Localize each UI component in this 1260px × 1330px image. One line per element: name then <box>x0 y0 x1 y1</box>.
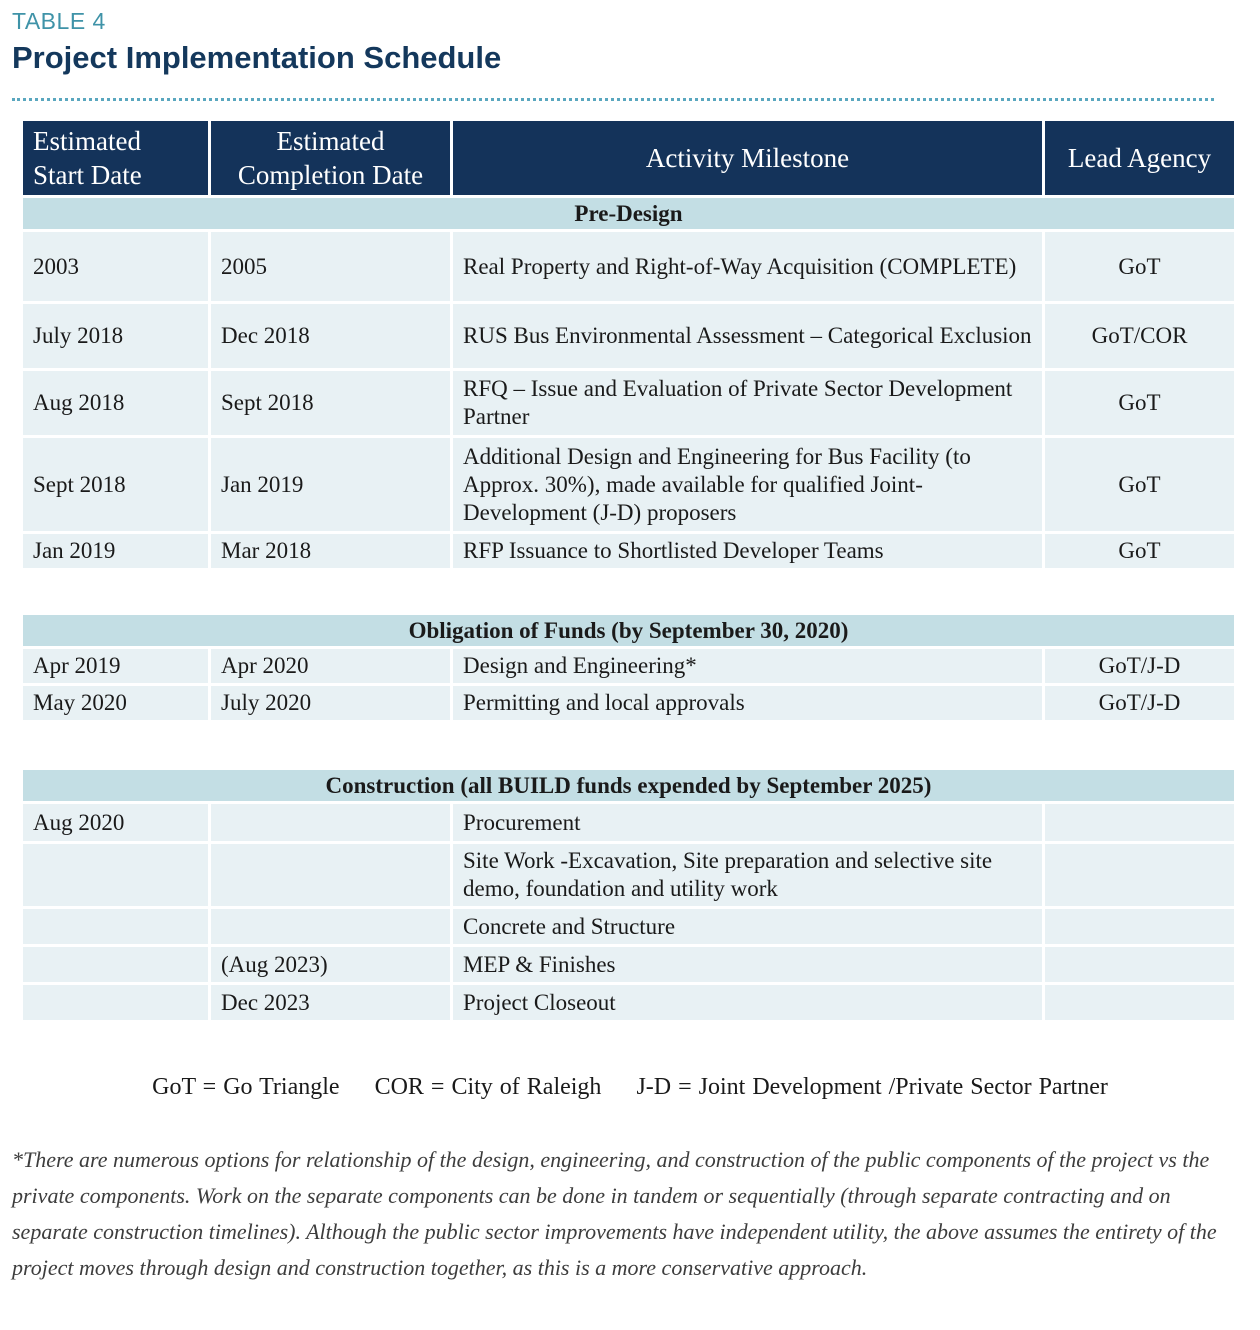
agency-cell: GoT <box>1044 370 1236 437</box>
agency-cell <box>1044 908 1236 946</box>
table-header-row <box>22 120 1236 197</box>
footnote: *There are numerous options for relationship of the design, engineering, and construction of the public components of the project vs the private components. Work on the separate components can be done in tandem or sequentially (through separate contracting and on separate construction timelines). Although the public sector improvements have independent utility, the above assumes the entirety of the project moves through design and construction together, as this is a more conservative approach. <box>12 1147 1217 1280</box>
section-title: Obligation of Funds (by September 30, 2020) <box>22 614 1236 648</box>
table-row <box>22 946 1236 984</box>
completion-date-cell: 2005 <box>210 231 452 303</box>
header-start-date <box>22 120 210 197</box>
dotted-divider <box>12 98 1214 101</box>
completion-date-cell: (Aug 2023) <box>210 946 452 984</box>
start-date-cell <box>22 984 210 1022</box>
section-title: Construction (all BUILD funds expended by September 2025) <box>22 769 1236 803</box>
schedule-table-obligation <box>20 612 1237 723</box>
table-row <box>22 685 1236 722</box>
section-title: Pre-Design <box>22 197 1236 231</box>
completion-date-cell <box>210 843 452 908</box>
completion-date-cell: Dec 2023 <box>210 984 452 1022</box>
agency-cell: GoT <box>1044 533 1236 570</box>
start-date-cell: Jan 2019 <box>22 533 210 570</box>
header-lead-agency: Lead Agency <box>1044 120 1236 197</box>
completion-date-cell: Sept 2018 <box>210 370 452 437</box>
table-row <box>22 984 1236 1022</box>
section-row-obligation <box>22 614 1236 648</box>
completion-date-cell: Dec 2018 <box>210 303 452 370</box>
start-date-cell <box>22 908 210 946</box>
agency-cell <box>1044 803 1236 843</box>
table-row <box>22 908 1236 946</box>
table-row <box>22 843 1236 908</box>
start-date-cell: July 2018 <box>22 303 210 370</box>
table-number: TABLE 4 <box>12 8 106 34</box>
table-row <box>22 648 1236 685</box>
table-row <box>22 533 1236 570</box>
start-date-cell: Aug 2018 <box>22 370 210 437</box>
start-date-cell: 2003 <box>22 231 210 303</box>
start-date-cell: Sept 2018 <box>22 437 210 533</box>
completion-date-cell: Mar 2018 <box>210 533 452 570</box>
schedule-table-pre-design <box>20 118 1237 571</box>
header-activity-milestone: Activity Milestone <box>452 120 1044 197</box>
table-title: Project Implementation Schedule <box>12 40 502 75</box>
milestone-cell: RUS Bus Environmental Assessment – Categorical Exclusion <box>452 303 1044 370</box>
completion-date-cell <box>210 908 452 946</box>
start-date-cell: May 2020 <box>22 685 210 722</box>
milestone-cell: Site Work -Excavation, Site preparation and selective site demo, foundation and utility work <box>452 843 1044 908</box>
agency-cell: GoT/J-D <box>1044 685 1236 722</box>
milestone-cell: RFQ – Issue and Evaluation of Private Sector Development Partner <box>452 370 1044 437</box>
abbreviation-legend <box>0 1074 1260 1101</box>
header-start-line1: Estimated <box>33 126 141 156</box>
completion-date-cell: July 2020 <box>210 685 452 722</box>
milestone-cell: Real Property and Right-of-Way Acquisition (COMPLETE) <box>452 231 1044 303</box>
section-row-pre-design <box>22 197 1236 231</box>
agency-cell <box>1044 984 1236 1022</box>
milestone-cell: RFP Issuance to Shortlisted Developer Teams <box>452 533 1044 570</box>
header-completion-line2: Completion Date <box>237 160 424 190</box>
agency-cell <box>1044 843 1236 908</box>
agency-cell: GoT <box>1044 231 1236 303</box>
completion-date-cell: Jan 2019 <box>210 437 452 533</box>
milestone-cell: Concrete and Structure <box>452 908 1044 946</box>
agency-cell <box>1044 946 1236 984</box>
milestone-cell: Design and Engineering* <box>452 648 1044 685</box>
agency-cell: GoT/COR <box>1044 303 1236 370</box>
header-completion-date <box>210 120 452 197</box>
table-row <box>22 370 1236 437</box>
start-date-cell <box>22 946 210 984</box>
agency-cell: GoT <box>1044 437 1236 533</box>
milestone-cell: Additional Design and Engineering for Bus Facility (to Approx. 30%), made available for qualified Joint-Development (J-D) proposers <box>452 437 1044 533</box>
table-row <box>22 437 1236 533</box>
completion-date-cell <box>210 803 452 843</box>
milestone-cell: Permitting and local approvals <box>452 685 1044 722</box>
table-row <box>22 303 1236 370</box>
start-date-cell: Aug 2020 <box>22 803 210 843</box>
schedule-table-construction <box>20 767 1237 1023</box>
milestone-cell: MEP & Finishes <box>452 946 1044 984</box>
legend-got: GoT = Go Triangle <box>152 1074 340 1100</box>
start-date-cell: Apr 2019 <box>22 648 210 685</box>
section-row-construction <box>22 769 1236 803</box>
completion-date-cell: Apr 2020 <box>210 648 452 685</box>
header-completion-line1: Estimated <box>276 126 385 156</box>
start-date-cell <box>22 843 210 908</box>
milestone-cell: Project Closeout <box>452 984 1044 1022</box>
milestone-cell: Procurement <box>452 803 1044 843</box>
legend-jd: J-D = Joint Development /Private Sector Partner <box>636 1074 1108 1100</box>
header-start-line2: Start Date <box>33 160 142 190</box>
agency-cell: GoT/J-D <box>1044 648 1236 685</box>
legend-cor: COR = City of Raleigh <box>374 1074 602 1100</box>
table-row <box>22 803 1236 843</box>
table-row <box>22 231 1236 303</box>
